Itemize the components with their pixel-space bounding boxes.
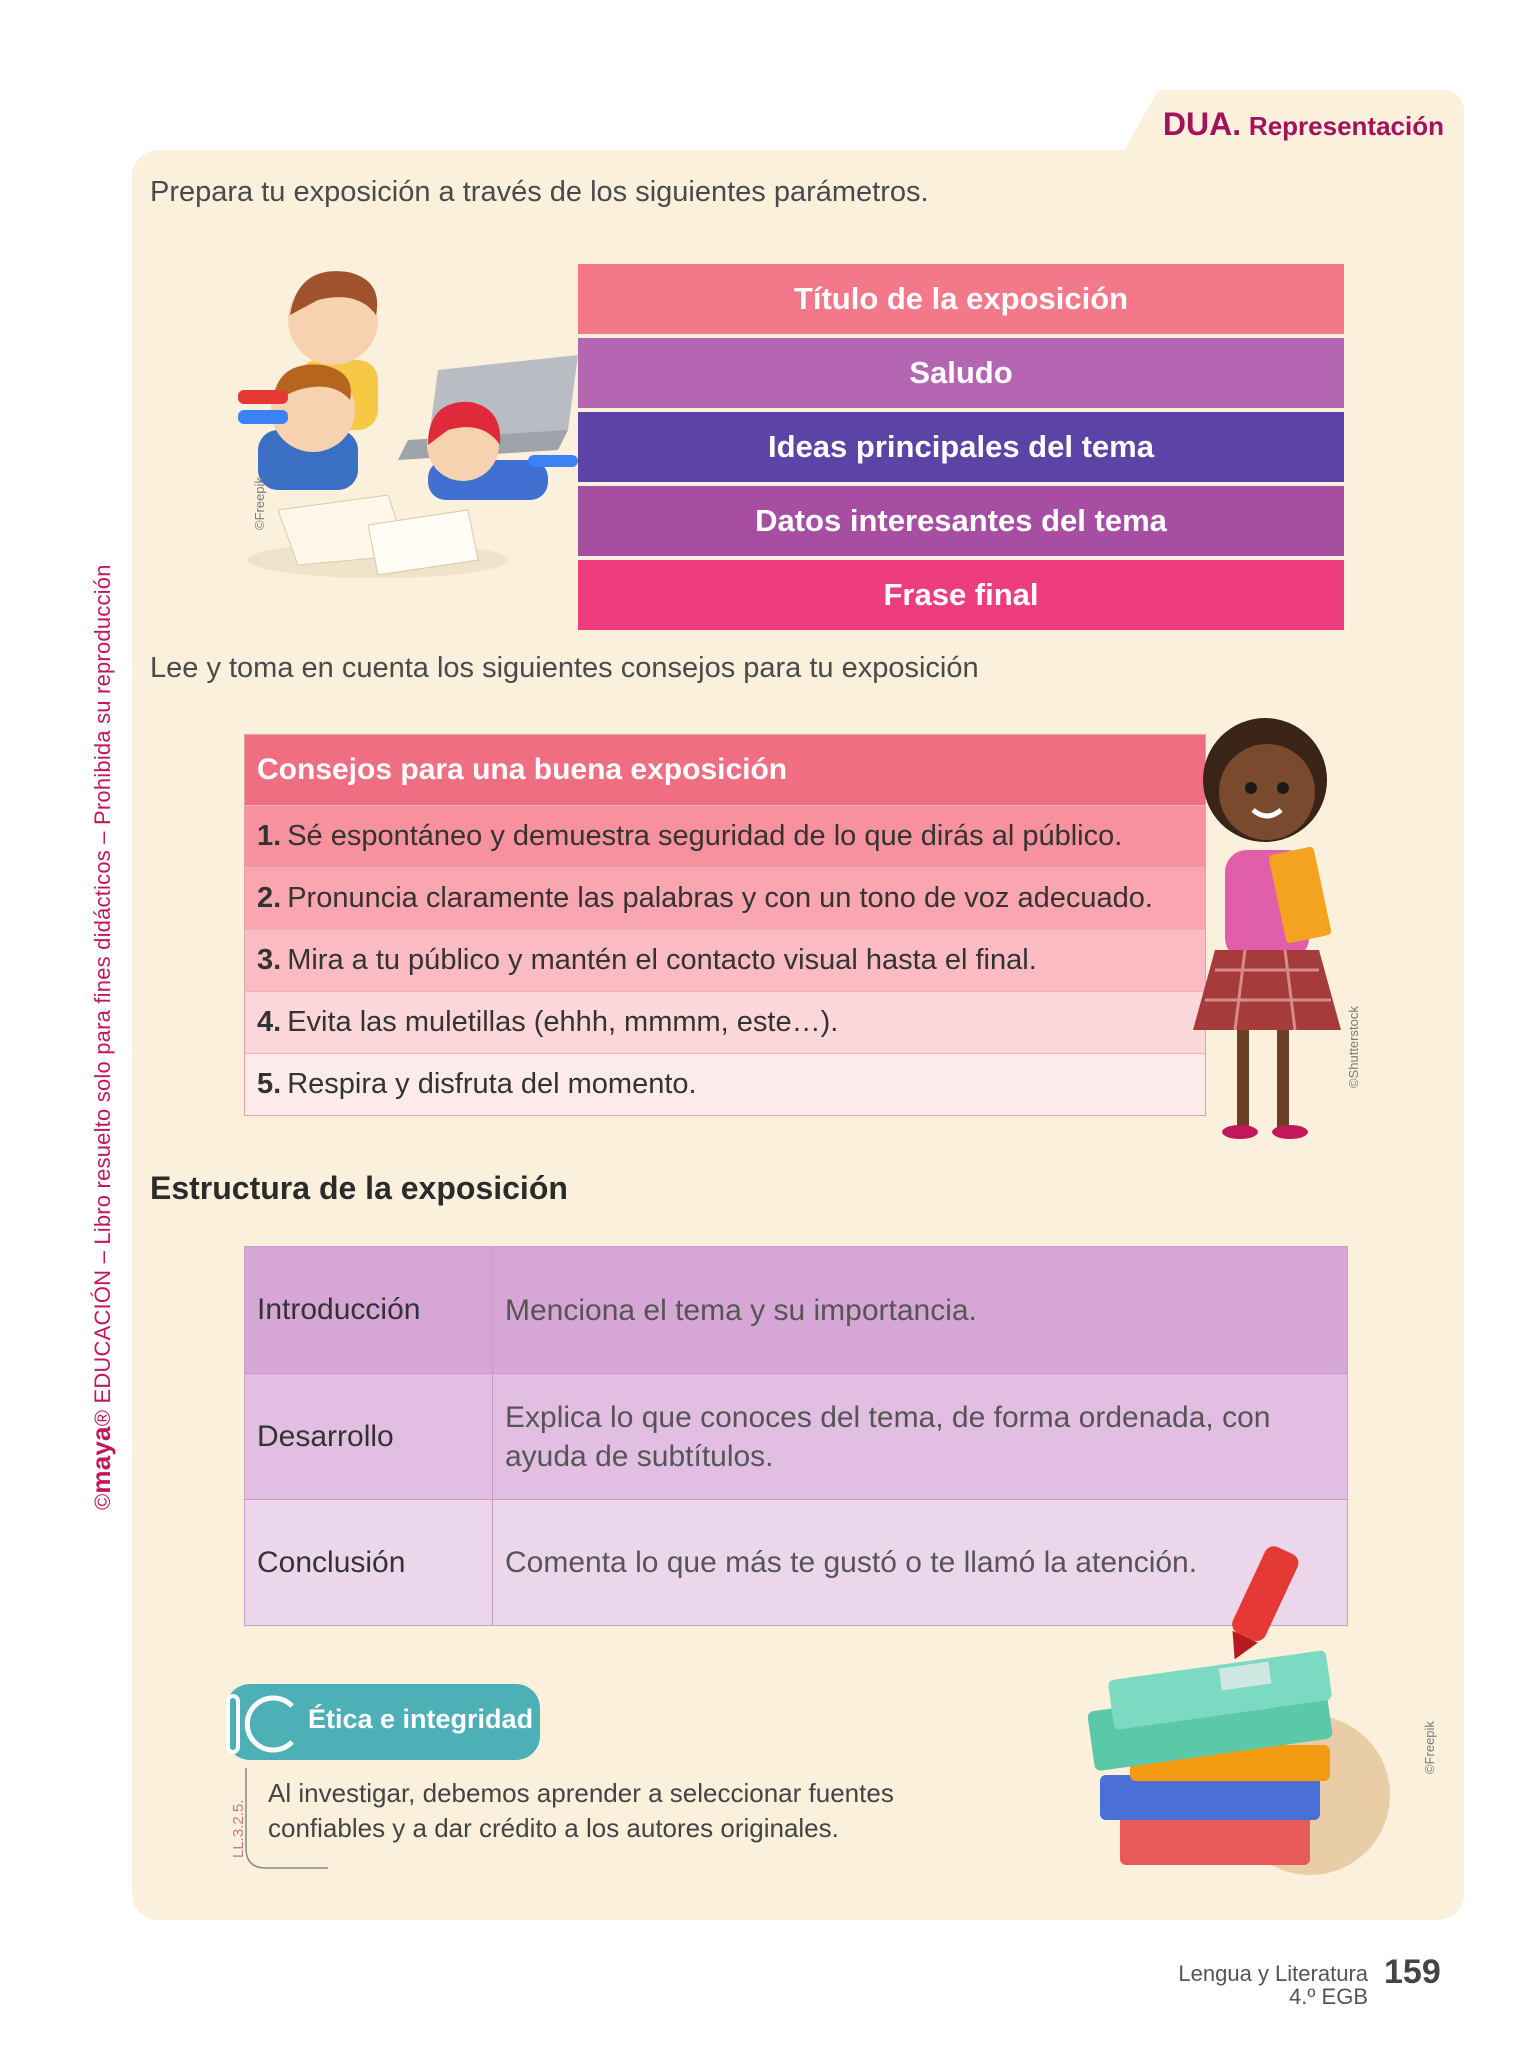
structure-desc: Comenta lo que más te gustó o te llamó la atención. <box>505 1546 1198 1579</box>
structure-part: Conclusión <box>245 1500 493 1625</box>
kids-credit: ©Freepik <box>252 477 267 530</box>
param-main-ideas: Ideas principales del tema <box>578 412 1344 482</box>
tip-row: 2. Pronuncia claramente las palabras y con un tono de voz adecuado. <box>245 867 1205 929</box>
ethics-code: LL.3.2.5. <box>230 1799 247 1858</box>
page-number: 159 <box>1384 1953 1441 1991</box>
param-title: Título de la exposición <box>578 264 1344 334</box>
structure-title: Estructura de la exposición <box>150 1170 568 1206</box>
structure-desc: Explica lo que conoces del tema, de forma ordenada, con ayuda de subtítulos. <box>505 1400 1271 1473</box>
tip-row: 4. Evita las muletillas (ehhh, mmmm, este…). <box>245 991 1205 1053</box>
param-greeting: Saludo <box>578 338 1344 408</box>
kids-reading-illustration <box>238 260 578 590</box>
footer-subject <box>1178 1962 1368 2008</box>
intro-text: Prepara tu exposición a través de los siguientes parámetros. <box>150 176 929 208</box>
tip-row: 5. Respira y disfruta del momento. <box>245 1053 1205 1115</box>
side-copyright: ©maya® EDUCACIÓN – Libro resuelto solo para fines didácticos – Prohibida su reproducción <box>86 564 116 1510</box>
dua-label <box>1163 106 1444 143</box>
ethics-text: Al investigar, debemos aprender a seleccionar fuentes confiables y a dar crédito a los autores originales. <box>268 1778 894 1843</box>
books-marker-illustration <box>1070 1545 1410 1885</box>
tips-header: Consejos para una buena exposición <box>245 735 1205 805</box>
structure-part: Introducción <box>245 1247 493 1373</box>
dua-sub: Representación <box>1248 111 1444 141</box>
girl-credit: ©Shutterstock <box>1346 1006 1361 1088</box>
dua-bold: DUA. <box>1162 106 1242 142</box>
footer-grade: 4.º EGB <box>1289 1984 1368 2010</box>
structure-row <box>245 1373 1347 1499</box>
books-credit: ©Freepik <box>1422 1721 1437 1774</box>
tips-table <box>244 734 1206 1116</box>
structure-desc: Menciona el tema y su importancia. <box>505 1293 977 1327</box>
param-interesting-data: Datos interesantes del tema <box>578 486 1344 556</box>
param-final-phrase: Frase final <box>578 560 1344 630</box>
structure-part: Desarrollo <box>245 1374 493 1499</box>
structure-row <box>245 1247 1347 1373</box>
tip-row: 3. Mira a tu público y mantén el contacto visual hasta el final. <box>245 929 1205 991</box>
tips-intro-text: Lee y toma en cuenta los siguientes consejos para tu exposición <box>150 652 979 684</box>
footer-subject-name: Lengua y Literatura <box>1178 1961 1368 1986</box>
ethics-label: Ética e integridad <box>308 1704 534 1734</box>
girl-with-book-illustration <box>1185 700 1345 1150</box>
brand-logo: maya <box>86 1426 116 1494</box>
ic-logo-icon <box>222 1688 302 1760</box>
tip-row: 1. Sé espontáneo y demuestra seguridad de lo que dirás al público. <box>245 805 1205 867</box>
